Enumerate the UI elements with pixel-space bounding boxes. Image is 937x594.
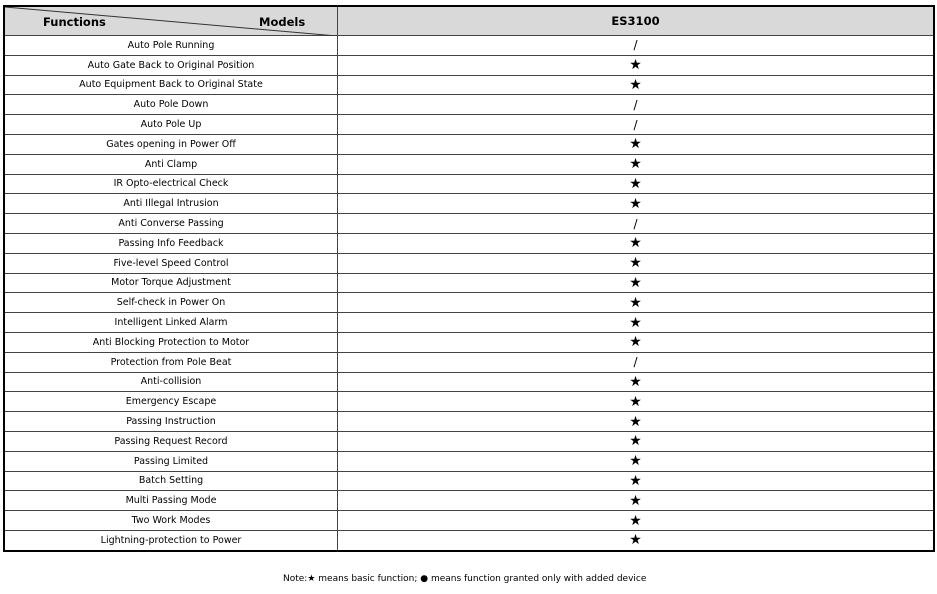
table-row <box>4 392 934 412</box>
star-icon: ★ <box>338 273 935 293</box>
star-icon: ★ <box>338 491 935 511</box>
function-name: Lightning-protection to Power <box>4 530 338 550</box>
table-row <box>4 55 934 75</box>
table-row <box>4 352 934 372</box>
star-icon: ★ <box>338 313 935 333</box>
table-row <box>4 511 934 531</box>
function-name: Passing Info Feedback <box>4 233 338 253</box>
star-icon: ★ <box>338 392 935 412</box>
table-row <box>4 273 934 293</box>
slash-mark: / <box>338 115 935 135</box>
slash-mark: / <box>338 214 935 234</box>
slash-mark: / <box>338 36 935 56</box>
function-name: Anti Blocking Protection to Motor <box>4 332 338 352</box>
function-name: Anti Illegal Intrusion <box>4 194 338 214</box>
star-icon: ★ <box>338 451 935 471</box>
function-name: Passing Instruction <box>4 412 338 432</box>
star-icon: ★ <box>338 75 935 95</box>
function-name: Self-check in Power On <box>4 293 338 313</box>
table-row <box>4 194 934 214</box>
table-row <box>4 431 934 451</box>
star-icon: ★ <box>338 55 935 75</box>
function-name: Auto Pole Down <box>4 95 338 115</box>
table-row <box>4 372 934 392</box>
function-name: Intelligent Linked Alarm <box>4 313 338 333</box>
function-name: Motor Torque Adjustment <box>4 273 338 293</box>
function-name: Five-level Speed Control <box>4 253 338 273</box>
star-icon: ★ <box>338 293 935 313</box>
table-row <box>4 253 934 273</box>
function-name: Emergency Escape <box>4 392 338 412</box>
table-row <box>4 332 934 352</box>
models-header: Models <box>259 15 306 29</box>
slash-mark: / <box>338 352 935 372</box>
star-icon: ★ <box>338 154 935 174</box>
model-header: ES3100 <box>338 6 935 36</box>
header-row <box>4 6 934 36</box>
star-icon: ★ <box>338 194 935 214</box>
function-name: Passing Limited <box>4 451 338 471</box>
table-row <box>4 313 934 333</box>
table-row <box>4 471 934 491</box>
table-row <box>4 491 934 511</box>
star-icon: ★ <box>338 233 935 253</box>
star-icon: ★ <box>338 471 935 491</box>
table-row <box>4 214 934 234</box>
function-name: Anti Converse Passing <box>4 214 338 234</box>
table-row <box>4 36 934 56</box>
star-icon: ★ <box>338 174 935 194</box>
legend-note: Note:★ means basic function; ● means function granted only with added device <box>283 574 647 584</box>
star-icon: ★ <box>338 332 935 352</box>
star-icon: ★ <box>338 511 935 531</box>
table-row <box>4 115 934 135</box>
table-row <box>4 530 934 550</box>
slash-mark: / <box>338 95 935 115</box>
star-icon: ★ <box>338 412 935 432</box>
star-icon: ★ <box>338 253 935 273</box>
function-name: Multi Passing Mode <box>4 491 338 511</box>
table-row <box>4 233 934 253</box>
function-table <box>3 5 935 552</box>
function-name: Auto Pole Running <box>4 36 338 56</box>
table-row <box>4 95 934 115</box>
star-icon: ★ <box>338 372 935 392</box>
function-name: Auto Pole Up <box>4 115 338 135</box>
table-row <box>4 154 934 174</box>
diagonal-header-cell <box>4 6 338 36</box>
table-row <box>4 451 934 471</box>
function-name: Passing Request Record <box>4 431 338 451</box>
star-icon: ★ <box>338 530 935 550</box>
functions-header: Functions <box>43 15 106 29</box>
function-name: Two Work Modes <box>4 511 338 531</box>
table-row <box>4 174 934 194</box>
function-name: Auto Gate Back to Original Position <box>4 55 338 75</box>
function-name: Protection from Pole Beat <box>4 352 338 372</box>
star-icon: ★ <box>338 431 935 451</box>
function-name: Anti Clamp <box>4 154 338 174</box>
table-row <box>4 134 934 154</box>
function-name: Batch Setting <box>4 471 338 491</box>
table-row <box>4 293 934 313</box>
table-row <box>4 412 934 432</box>
star-icon: ★ <box>338 134 935 154</box>
table-row <box>4 75 934 95</box>
function-name: Anti-collision <box>4 372 338 392</box>
function-name: Auto Equipment Back to Original State <box>4 75 338 95</box>
function-name: Gates opening in Power Off <box>4 134 338 154</box>
function-name: IR Opto-electrical Check <box>4 174 338 194</box>
